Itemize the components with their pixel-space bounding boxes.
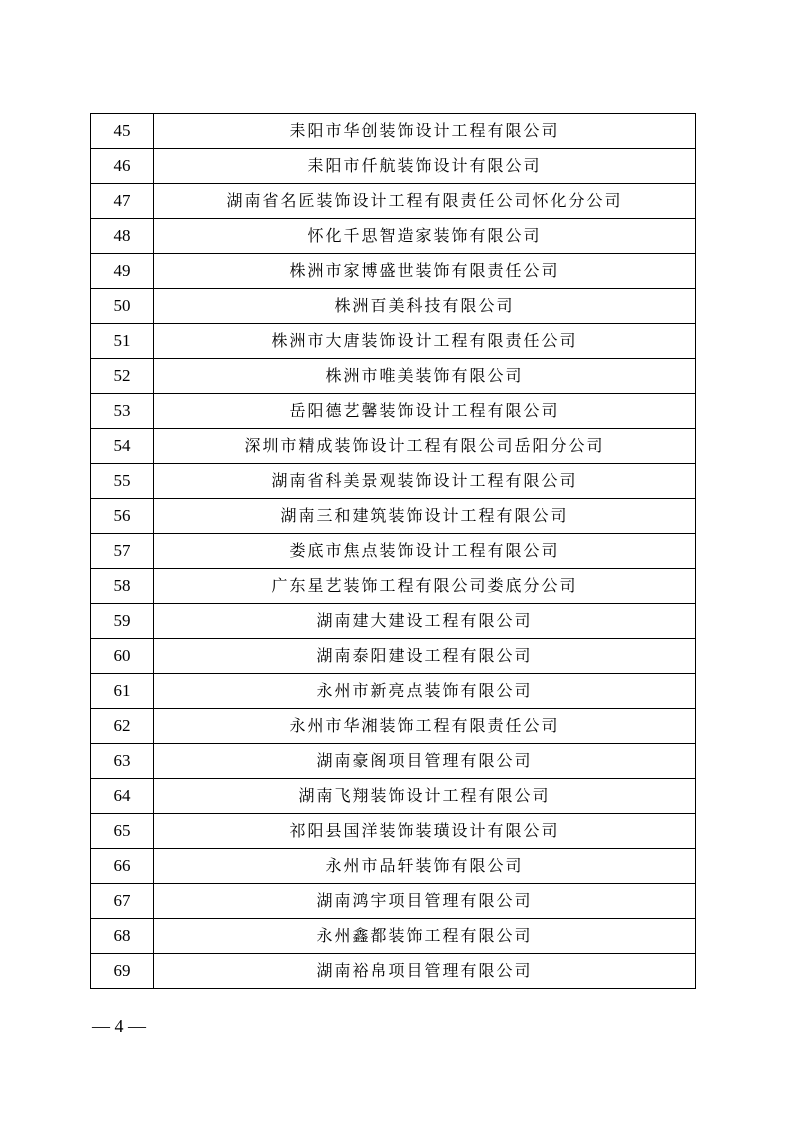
company-name-cell: 耒阳市华创装饰设计工程有限公司 xyxy=(154,114,696,149)
company-list-table xyxy=(90,113,696,989)
table-row xyxy=(91,324,696,359)
company-name-cell: 湖南建大建设工程有限公司 xyxy=(154,604,696,639)
row-number-cell: 45 xyxy=(91,114,154,149)
table-row xyxy=(91,954,696,989)
row-number-cell: 53 xyxy=(91,394,154,429)
row-number-cell: 63 xyxy=(91,744,154,779)
row-number-cell: 66 xyxy=(91,849,154,884)
company-name-cell: 株洲市大唐装饰设计工程有限责任公司 xyxy=(154,324,696,359)
row-number-cell: 49 xyxy=(91,254,154,289)
company-name-cell: 株洲百美科技有限公司 xyxy=(154,289,696,324)
row-number-cell: 48 xyxy=(91,219,154,254)
row-number-cell: 65 xyxy=(91,814,154,849)
company-name-cell: 怀化千思智造家装饰有限公司 xyxy=(154,219,696,254)
row-number-cell: 61 xyxy=(91,674,154,709)
company-name-cell: 株洲市唯美装饰有限公司 xyxy=(154,359,696,394)
table-row xyxy=(91,254,696,289)
company-name-cell: 湖南省科美景观装饰设计工程有限公司 xyxy=(154,464,696,499)
row-number-cell: 69 xyxy=(91,954,154,989)
table-row xyxy=(91,499,696,534)
table-row xyxy=(91,674,696,709)
company-name-cell: 广东星艺装饰工程有限公司娄底分公司 xyxy=(154,569,696,604)
table-row xyxy=(91,709,696,744)
company-name-cell: 湖南泰阳建设工程有限公司 xyxy=(154,639,696,674)
page-number: — 4 — xyxy=(92,1016,146,1036)
company-name-cell: 湖南鸿宇项目管理有限公司 xyxy=(154,884,696,919)
table-row xyxy=(91,814,696,849)
company-name-cell: 永州市品轩装饰有限公司 xyxy=(154,849,696,884)
company-name-cell: 永州市新亮点装饰有限公司 xyxy=(154,674,696,709)
company-name-cell: 湖南飞翔装饰设计工程有限公司 xyxy=(154,779,696,814)
company-name-cell: 永州鑫都装饰工程有限公司 xyxy=(154,919,696,954)
company-name-cell: 湖南豪阁项目管理有限公司 xyxy=(154,744,696,779)
company-name-cell: 岳阳德艺馨装饰设计工程有限公司 xyxy=(154,394,696,429)
table-row xyxy=(91,219,696,254)
row-number-cell: 58 xyxy=(91,569,154,604)
row-number-cell: 64 xyxy=(91,779,154,814)
row-number-cell: 59 xyxy=(91,604,154,639)
company-name-cell: 湖南省名匠装饰设计工程有限责任公司怀化分公司 xyxy=(154,184,696,219)
row-number-cell: 60 xyxy=(91,639,154,674)
row-number-cell: 56 xyxy=(91,499,154,534)
table-row xyxy=(91,744,696,779)
table-row xyxy=(91,464,696,499)
table-row xyxy=(91,849,696,884)
table-row xyxy=(91,394,696,429)
company-name-cell: 深圳市精成装饰设计工程有限公司岳阳分公司 xyxy=(154,429,696,464)
company-name-cell: 湖南裕帛项目管理有限公司 xyxy=(154,954,696,989)
row-number-cell: 55 xyxy=(91,464,154,499)
row-number-cell: 51 xyxy=(91,324,154,359)
company-name-cell: 湖南三和建筑装饰设计工程有限公司 xyxy=(154,499,696,534)
company-name-cell: 娄底市焦点装饰设计工程有限公司 xyxy=(154,534,696,569)
company-name-cell: 祁阳县国洋装饰装璜设计有限公司 xyxy=(154,814,696,849)
row-number-cell: 46 xyxy=(91,149,154,184)
table-row xyxy=(91,429,696,464)
table-row xyxy=(91,184,696,219)
row-number-cell: 50 xyxy=(91,289,154,324)
row-number-cell: 67 xyxy=(91,884,154,919)
table-row xyxy=(91,359,696,394)
table-row xyxy=(91,919,696,954)
table-row xyxy=(91,604,696,639)
table-row xyxy=(91,884,696,919)
company-table-body xyxy=(91,114,696,989)
row-number-cell: 57 xyxy=(91,534,154,569)
company-name-cell: 永州市华湘装饰工程有限责任公司 xyxy=(154,709,696,744)
table-row xyxy=(91,289,696,324)
company-name-cell: 耒阳市仟航装饰设计有限公司 xyxy=(154,149,696,184)
table-row xyxy=(91,639,696,674)
row-number-cell: 47 xyxy=(91,184,154,219)
table-row xyxy=(91,114,696,149)
table-row xyxy=(91,569,696,604)
company-name-cell: 株洲市家博盛世装饰有限责任公司 xyxy=(154,254,696,289)
row-number-cell: 68 xyxy=(91,919,154,954)
row-number-cell: 54 xyxy=(91,429,154,464)
table-row xyxy=(91,149,696,184)
row-number-cell: 52 xyxy=(91,359,154,394)
table-row xyxy=(91,534,696,569)
table-row xyxy=(91,779,696,814)
row-number-cell: 62 xyxy=(91,709,154,744)
